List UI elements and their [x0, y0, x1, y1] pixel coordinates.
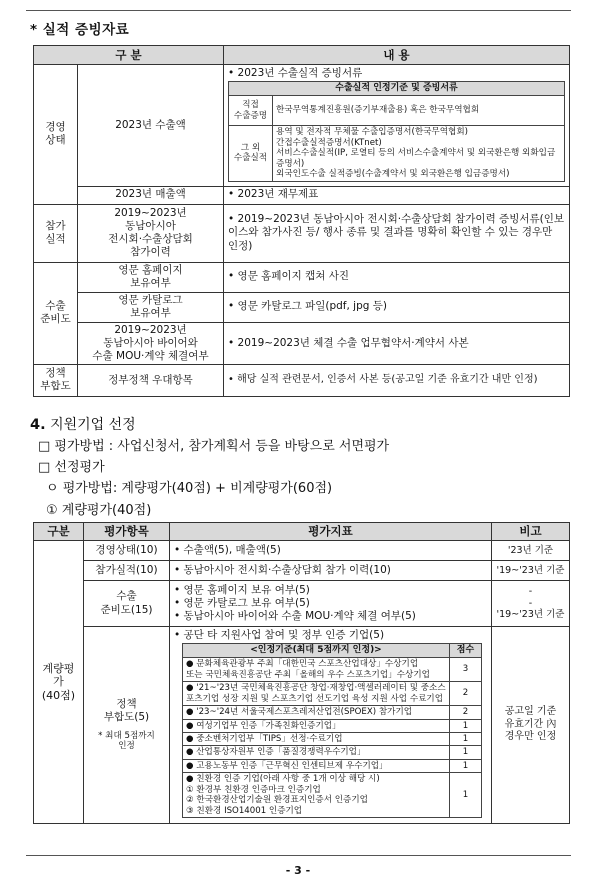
cert-header: <인정기준(최대 5점까지 인정)>	[183, 644, 450, 658]
item-homepage: 영문 홈페이지 보유여부	[78, 262, 224, 292]
header-note: 비고	[492, 523, 570, 541]
section-title-evidence: * 실적 증빙자료	[30, 22, 130, 38]
cert-row	[183, 719, 482, 732]
page-number: - 3 -	[285, 864, 311, 877]
cert-row	[183, 706, 482, 719]
note-readiness: '19~'23년 기준	[496, 609, 565, 621]
cert-text: ● '21~'23년 국민체육진흥공단 창업·재창업·액셀러레이터 및 중소스포츠기업 성장 지원 및 스포츠기업 선도기업 육성 지원 사업 수료기업	[183, 682, 450, 706]
selection-eval-line: □ 선정평가	[38, 460, 105, 475]
item-participation: 2019~2023년 동남아시아 전시회·수출상담회 참가이력	[78, 204, 224, 262]
other-export-line: 용역 및 전자적 무체물 수출입증명서(한국무역협회)	[276, 127, 468, 138]
cert-text: ● 고용노동부 인증「근무혁신 인센티브제 우수기업」	[183, 759, 450, 772]
quant-group-label: 계량평가 (40점)	[34, 541, 84, 824]
cert-row	[183, 759, 482, 772]
header-category: 구 분	[34, 46, 224, 65]
cert-score: 3	[450, 658, 482, 682]
direct-export-label: 직접 수출증명	[229, 96, 273, 126]
other-export-line: 외국인도수출 실적증빙(수출계약서 및 외국환은행 입금증명서)	[276, 169, 510, 180]
row-policy-score	[34, 627, 570, 824]
catalog-text: • 영문 카탈로그 파일(pdf, jpg 등)	[224, 292, 570, 322]
cert-score: 1	[450, 746, 482, 759]
cert-text: ● '23~'24년 서울국제스포츠레저산업전(SPOEX) 참가기업	[183, 706, 450, 719]
label-policy: 정책 부합도	[34, 364, 78, 396]
row-readiness-score	[34, 581, 570, 627]
homepage-text: • 영문 홈페이지 캡쳐 사진	[224, 262, 570, 292]
item-readiness-score: 수출 준비도(15)	[84, 581, 170, 627]
certification-table	[182, 643, 482, 818]
bottom-rule	[26, 855, 571, 856]
note-management: '23년 기준	[492, 541, 570, 561]
cert-text: ● 친환경 인증 기업(아래 사항 중 1개 이상 해당 시) ① 환경부 친환경 인증마크 인증기업 ② 한국환경산업기술원 환경표지인증서 인증기업 ③ 친환경 ISO14001 인증기업	[183, 773, 450, 818]
cert-text: ● 산업통상자원부 인증「품질경쟁력우수기업」	[183, 746, 450, 759]
item-policy-score: 정책 부합도(5)	[103, 698, 150, 724]
label-participation: 참가 실적	[34, 204, 78, 262]
item-management-score: 경영상태(10)	[84, 541, 170, 561]
item-sales: 2023년 매출액	[78, 186, 224, 204]
row-policy	[34, 364, 570, 396]
row-participation	[34, 204, 570, 262]
row-sales	[34, 186, 570, 204]
row-export	[34, 65, 570, 187]
item-policy: 정부정책 우대항목	[78, 364, 224, 396]
evidence-table-header	[34, 46, 570, 65]
other-export-line: 간접수출실적증명서(KTnet)	[276, 137, 382, 148]
row-management-score	[34, 541, 570, 561]
policy-text: • 해당 실적 관련문서, 인증서 사본 등(공고일 기준 유효기간 내만 인정)	[224, 364, 570, 396]
cert-score: 2	[450, 682, 482, 706]
cert-text: ● 문화체육관광부 주최「대한민국 스포츠산업대상」수상기업 또는 국민체육진흥공단 주최「올해의 우수 스포츠기업」수상기업	[183, 658, 450, 682]
cert-row	[183, 746, 482, 759]
top-rule	[26, 10, 571, 11]
cert-score: 2	[450, 706, 482, 719]
cert-row	[183, 658, 482, 682]
row-catalog	[34, 292, 570, 322]
direct-export-text: 한국무역통계진흥원(증기부재출용) 혹은 한국무역협회	[273, 96, 565, 126]
evaluation-method-line: □ 평가방법 : 사업신청서, 참가계획서 등을 바탕으로 서면평가	[38, 439, 390, 454]
export-criteria-table	[228, 81, 565, 181]
score-header: 점수	[450, 644, 482, 658]
item-export: 2023년 수출액	[78, 65, 224, 187]
other-export-label: 그 외 수출실적	[229, 126, 273, 181]
item-policy-note: * 최대 5점까지 인정	[98, 730, 155, 752]
label-management: 경영 상태	[34, 65, 78, 205]
row-homepage	[34, 262, 570, 292]
cert-text: ● 중소벤처기업부「TIPS」선정·수료기업	[183, 733, 450, 746]
cert-row	[183, 682, 482, 706]
sales-text: • 2023년 재무제표	[224, 186, 570, 204]
cert-text: ● 여성기업부 인증「가족친화인증기업」	[183, 719, 450, 732]
cert-score: 1	[450, 733, 482, 746]
header-indicator: 평가지표	[170, 523, 492, 541]
indicator-readiness: • 영문 카탈로그 보유 여부(5)	[174, 596, 310, 609]
indicator-readiness: • 영문 홈페이지 보유 여부(5)	[174, 583, 310, 596]
eval-method-points-line: ㅇ 평가방법: 계량평가(40점) + 비계량평가(60점)	[46, 481, 333, 496]
row-mou	[34, 322, 570, 364]
cert-row	[183, 773, 482, 818]
indicator-management: • 수출액(5), 매출액(5)	[170, 541, 492, 561]
cert-score: 1	[450, 719, 482, 732]
participation-text: • 2019~2023년 동남아시아 전시회·수출상담회 참가이력 증빙서류(인보이스와 참가사진 등/ 행사 종류 및 결과를 명확히 확인할 수 있는 경우만 인정)	[224, 204, 570, 262]
quantitative-table	[33, 522, 570, 824]
note-participation: '19~'23년 기준	[492, 561, 570, 581]
indicator-readiness: • 동남아시아 바이어와 수출 MOU·계약 체결 여부(5)	[174, 610, 416, 623]
item-mou: 2019~2023년 동남아시아 바이어와 수출 MOU·계약 체결여부	[78, 322, 224, 364]
indicator-participation: • 동남아시아 전시회·수출상담회 참가 이력(10)	[170, 561, 492, 581]
evidence-table	[33, 45, 570, 397]
export-bullet: • 2023년 수출실적 증빙서류	[228, 67, 363, 79]
note-readiness: -	[528, 597, 533, 609]
indicator-policy: • 공단 타 지원사업 참여 및 정부 인증 기업(5)	[174, 629, 385, 641]
mou-text: • 2019~2023년 체결 수출 업무협약서·계약서 사본	[224, 322, 570, 364]
note-policy: 공고일 기준 유효기간 內 경우만 인정	[492, 627, 570, 824]
quant-table-header	[34, 523, 570, 541]
label-readiness: 수출 준비도	[34, 262, 78, 364]
section4-title: 4. 지원기업 선정	[30, 417, 136, 433]
item-catalog: 영문 카탈로그 보유여부	[78, 292, 224, 322]
header-content: 내 용	[224, 46, 570, 65]
cert-row	[183, 733, 482, 746]
item-participation-score: 참가실적(10)	[84, 561, 170, 581]
header-division: 구분	[34, 523, 84, 541]
other-export-line: 서비스수출실적(IP, 로열티 등의 서비스수출계약서 및 외국환은행 외화입금증명서)	[276, 148, 556, 169]
header-item: 평가항목	[84, 523, 170, 541]
cert-score: 1	[450, 759, 482, 772]
row-participation-score	[34, 561, 570, 581]
quantitative-eval-line: ① 계량평가(40점)	[46, 503, 152, 518]
note-readiness: -	[528, 585, 533, 597]
criteria-title: 수출실적 인정기준 및 증빙서류	[229, 82, 565, 96]
cert-score: 1	[450, 773, 482, 818]
